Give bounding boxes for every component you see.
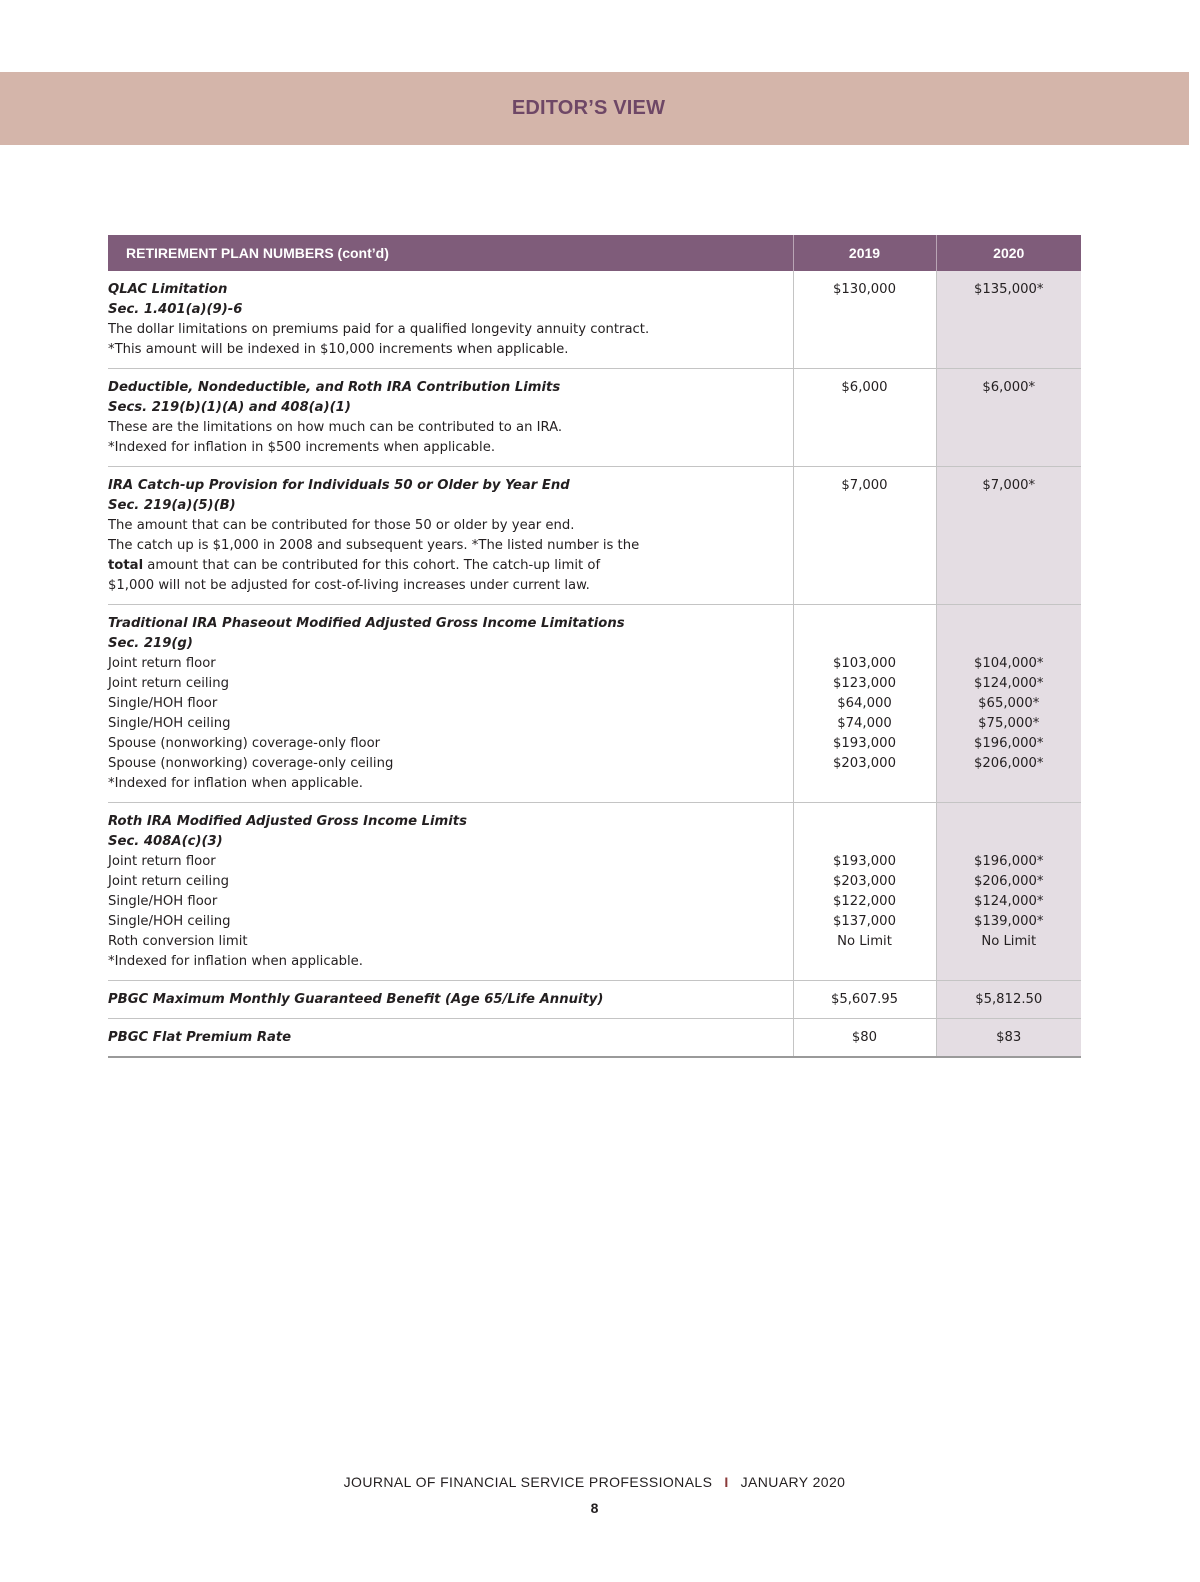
- value-2020: [936, 271, 1081, 369]
- value-2020-text: $124,000*: [973, 894, 1044, 909]
- value-2020-text: $135,000*: [973, 282, 1044, 297]
- journal-name: JOURNAL OF FINANCIAL SERVICE PROFESSIONALS: [343, 1474, 713, 1490]
- value-2019-text: $122,000: [833, 894, 896, 909]
- retirement-plan-table: [108, 235, 1081, 1058]
- row-label-cell: [108, 803, 793, 981]
- value-2020: [936, 369, 1081, 467]
- spacer: [794, 812, 936, 852]
- issue-date: JANUARY 2020: [740, 1474, 846, 1490]
- retirement-plan-table-wrap: [108, 235, 1081, 1058]
- value-2020-text: $206,000*: [973, 874, 1044, 889]
- value-2019-text: $193,000: [833, 736, 896, 751]
- table-row-qlac: [108, 271, 1081, 369]
- table-header-row: [108, 235, 1081, 271]
- row-label-cell: [108, 271, 793, 369]
- header-band: [0, 72, 1189, 145]
- emphasis-text: total: [108, 558, 144, 573]
- sub-item-label: Single/HOH floor: [108, 696, 218, 711]
- value-2020-text: $196,000*: [973, 854, 1044, 869]
- row-label-cell: [108, 605, 793, 803]
- value-2019-text: $203,000: [833, 756, 896, 771]
- page-footer: [0, 1474, 1189, 1490]
- value-2019: [793, 605, 936, 803]
- row-note: *This amount will be indexed in $10,000 increments when applicable.: [108, 342, 569, 357]
- footer-separator: I: [724, 1474, 729, 1490]
- sub-item-label: Single/HOH floor: [108, 894, 218, 909]
- row-note: *Indexed for inflation when applicable.: [108, 954, 363, 969]
- sub-item-label: Roth conversion limit: [108, 934, 248, 949]
- row-title: QLAC Limitation: [108, 282, 228, 297]
- value-2020: [936, 1019, 1081, 1058]
- row-title: PBGC Flat Premium Rate: [108, 1030, 292, 1045]
- row-title: PBGC Maximum Monthly Guaranteed Benefit (Age 65/Life Annuity): [108, 992, 604, 1007]
- row-description: $1,000 will not be adjusted for cost-of-living increases under current law.: [108, 578, 590, 593]
- value-2019: [793, 803, 936, 981]
- spacer: [937, 812, 1082, 852]
- page-title: EDITOR’S VIEW: [511, 97, 666, 119]
- row-description: These are the limitations on how much can be contributed to an IRA.: [108, 420, 563, 435]
- sub-item-label: Single/HOH ceiling: [108, 716, 231, 731]
- table-row-ira-contribution: [108, 369, 1081, 467]
- value-2020-text: $7,000*: [982, 478, 1036, 493]
- row-label-cell: [108, 1019, 793, 1058]
- table-row-roth-ira-limits: [108, 803, 1081, 981]
- value-2019-text: $5,607.95: [830, 992, 899, 1007]
- value-2019-text: $64,000: [837, 696, 892, 711]
- row-title: Traditional IRA Phaseout Modified Adjusted Gross Income Limitations: [108, 616, 625, 631]
- value-2020-text: $75,000*: [978, 716, 1040, 731]
- row-description-rest: amount that can be contributed for this cohort. The catch-up limit of: [143, 558, 601, 573]
- sub-item-label: Joint return floor: [108, 854, 216, 869]
- value-2020-text: $206,000*: [973, 756, 1044, 771]
- table-row-pbgc-benefit: [108, 981, 1081, 1019]
- value-2019-text: $7,000: [841, 478, 888, 493]
- sub-item-label: Single/HOH ceiling: [108, 914, 231, 929]
- row-title: Deductible, Nondeductible, and Roth IRA Contribution Limits: [108, 380, 561, 395]
- value-2019-text: No Limit: [837, 934, 892, 949]
- sub-item-label: Joint return ceiling: [108, 676, 229, 691]
- row-note: *Indexed for inflation in $500 increments when applicable.: [108, 440, 496, 455]
- table-heading: RETIREMENT PLAN NUMBERS (cont’d): [108, 235, 793, 271]
- value-2019: [793, 467, 936, 605]
- value-2019: [793, 1019, 936, 1058]
- value-2020-text: $6,000*: [982, 380, 1036, 395]
- value-2020: [936, 803, 1081, 981]
- row-section: Sec. 1.401(a)(9)-6: [108, 302, 243, 317]
- value-2020-text: $139,000*: [973, 914, 1044, 929]
- sub-item-label: Joint return ceiling: [108, 874, 229, 889]
- table-row-catch-up: [108, 467, 1081, 605]
- value-2020-text: $124,000*: [973, 676, 1044, 691]
- row-label-cell: [108, 369, 793, 467]
- value-2019-text: $137,000: [833, 914, 896, 929]
- value-2019: [793, 369, 936, 467]
- value-2019-text: $203,000: [833, 874, 896, 889]
- row-description: The dollar limitations on premiums paid for a qualified longevity annuity contract.: [108, 322, 650, 337]
- value-2020: [936, 605, 1081, 803]
- row-title: Roth IRA Modified Adjusted Gross Income Limits: [108, 814, 467, 829]
- row-description: The amount that can be contributed for those 50 or older by year end.: [108, 518, 575, 533]
- row-section: Sec. 408A(c)(3): [108, 834, 223, 849]
- row-label-cell: [108, 467, 793, 605]
- value-2019-text: $80: [851, 1030, 878, 1045]
- value-2019-text: $74,000: [837, 716, 892, 731]
- value-2019: [793, 981, 936, 1019]
- sub-item-label: Joint return floor: [108, 656, 216, 671]
- row-note: *Indexed for inflation when applicable.: [108, 776, 363, 791]
- spacer: [794, 614, 936, 654]
- row-section: Secs. 219(b)(1)(A) and 408(a)(1): [108, 400, 351, 415]
- spacer: [937, 614, 1082, 654]
- row-description: The catch up is $1,000 in 2008 and subsequent years. *The listed number is the: [108, 538, 640, 553]
- value-2019-text: $103,000: [833, 656, 896, 671]
- sub-item-label: Spouse (nonworking) coverage-only ceiling: [108, 756, 394, 771]
- column-header-2020: 2020: [936, 235, 1081, 271]
- page-number: 8: [590, 1500, 599, 1516]
- row-section: Sec. 219(a)(5)(B): [108, 498, 236, 513]
- sub-item-label: Spouse (nonworking) coverage-only floor: [108, 736, 381, 751]
- column-header-2019: 2019: [793, 235, 936, 271]
- value-2019-text: $130,000: [833, 282, 896, 297]
- row-description: [108, 556, 793, 576]
- table-row-traditional-ira-phaseout: [108, 605, 1081, 803]
- value-2020: [936, 981, 1081, 1019]
- value-2019-text: $193,000: [833, 854, 896, 869]
- value-2019-text: $6,000: [841, 380, 888, 395]
- value-2019: [793, 271, 936, 369]
- value-2020-text: $83: [996, 1030, 1022, 1045]
- row-title: IRA Catch-up Provision for Individuals 50 or Older by Year End: [108, 478, 570, 493]
- value-2020-text: $196,000*: [973, 736, 1044, 751]
- value-2020: [936, 467, 1081, 605]
- value-2020-text: $104,000*: [973, 656, 1044, 671]
- value-2019-text: $123,000: [833, 676, 896, 691]
- row-label-cell: [108, 981, 793, 1019]
- table-row-pbgc-premium: [108, 1019, 1081, 1058]
- value-2020-text: $5,812.50: [975, 992, 1043, 1007]
- value-2020-text: No Limit: [981, 934, 1037, 949]
- value-2020-text: $65,000*: [978, 696, 1040, 711]
- row-section: Sec. 219(g): [108, 636, 193, 651]
